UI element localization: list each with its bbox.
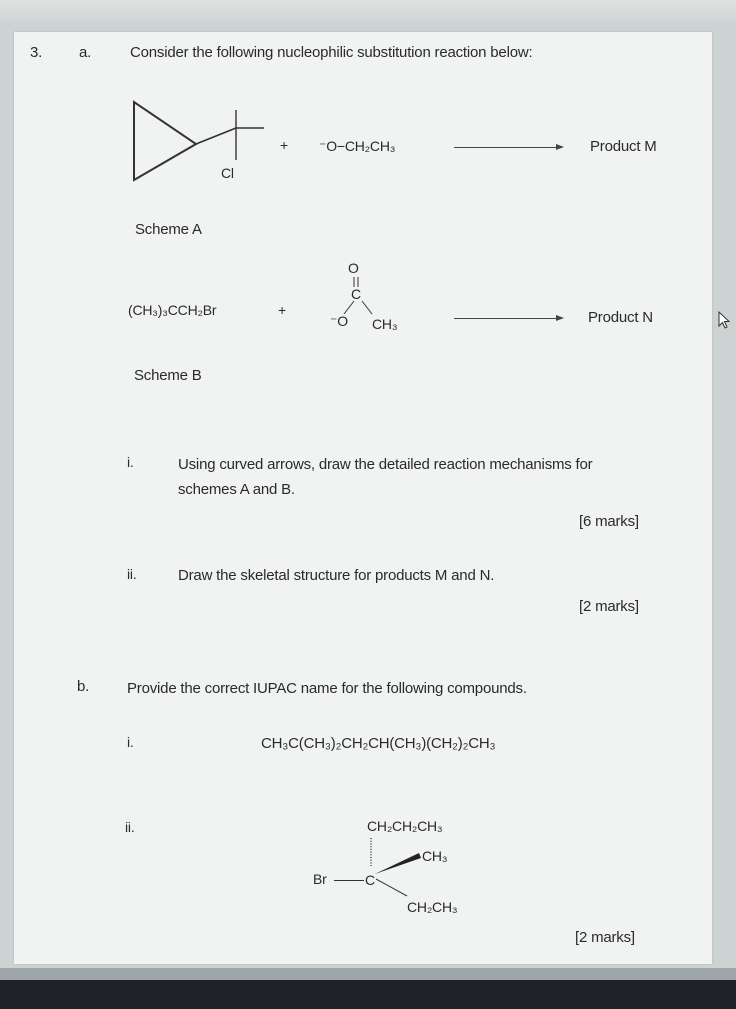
monitor-top-edge xyxy=(0,0,736,22)
scheme-b-label: Scheme B xyxy=(134,367,202,384)
part-a-i-marks: [6 marks] xyxy=(579,513,639,530)
question-page xyxy=(14,32,712,964)
propyl-group: CH₂CH₂CH₃ xyxy=(367,818,443,834)
scheme-a-label: Scheme A xyxy=(135,221,202,238)
part-b-i-number: i. xyxy=(127,734,134,750)
part-a-intro: Consider the following nucleophilic substitution reaction below: xyxy=(130,44,533,61)
part-a-i-text-line2: schemes A and B. xyxy=(178,481,295,498)
part-a-letter: a. xyxy=(79,44,92,61)
chloro-label: Cl xyxy=(221,165,234,181)
ethoxide-reagent: ⁻O−CH₂CH₃ xyxy=(319,138,396,154)
acetate-oxide: ⁻O xyxy=(330,313,348,329)
acetate-methyl: CH₃ xyxy=(372,316,398,332)
part-b-i-formula: CH₃C(CH₃)₂CH₂CH(CH₃)(CH₂)₂CH₃ xyxy=(261,735,496,752)
scheme-a-plus: + xyxy=(280,137,288,153)
part-a-ii-number: ii. xyxy=(127,566,137,582)
product-m: Product M xyxy=(590,138,657,155)
scheme-b-arrow xyxy=(454,318,562,319)
part-b-ii-number: ii. xyxy=(125,819,135,835)
part-a-ii-text: Draw the skeletal structure for products M and N. xyxy=(178,567,495,584)
mouse-pointer-icon xyxy=(718,311,732,331)
monitor-bezel xyxy=(0,980,736,1009)
part-a-i-number: i. xyxy=(127,454,134,470)
acetate-carbonyl-o: O xyxy=(348,260,359,276)
wedge-methyl: CH₃ xyxy=(422,848,448,864)
part-b-marks: [2 marks] xyxy=(575,929,635,946)
product-n: Product N xyxy=(588,309,653,326)
part-a-ii-marks: [2 marks] xyxy=(579,598,639,615)
screen-bottom-bar xyxy=(0,968,736,980)
bromo-label: Br xyxy=(313,871,327,887)
question-number: 3. xyxy=(30,44,43,61)
br-c-bond xyxy=(334,880,364,881)
scheme-a-arrow xyxy=(454,147,562,148)
part-a-i-text-line1: Using curved arrows, draw the detailed reaction mechanisms for xyxy=(178,456,593,473)
scheme-b-plus: + xyxy=(278,302,286,318)
acetate-carbon: C xyxy=(351,286,361,302)
neopentyl-bromide: (CH₃)₃CCH₂Br xyxy=(128,302,217,318)
stereocenter-carbon: C xyxy=(365,872,375,888)
part-b-intro: Provide the correct IUPAC name for the following compounds. xyxy=(127,680,527,697)
part-b-letter: b. xyxy=(77,678,90,695)
cyclopropyl-chloride-structure xyxy=(124,92,274,187)
ethyl-group: CH₂CH₃ xyxy=(407,899,458,915)
